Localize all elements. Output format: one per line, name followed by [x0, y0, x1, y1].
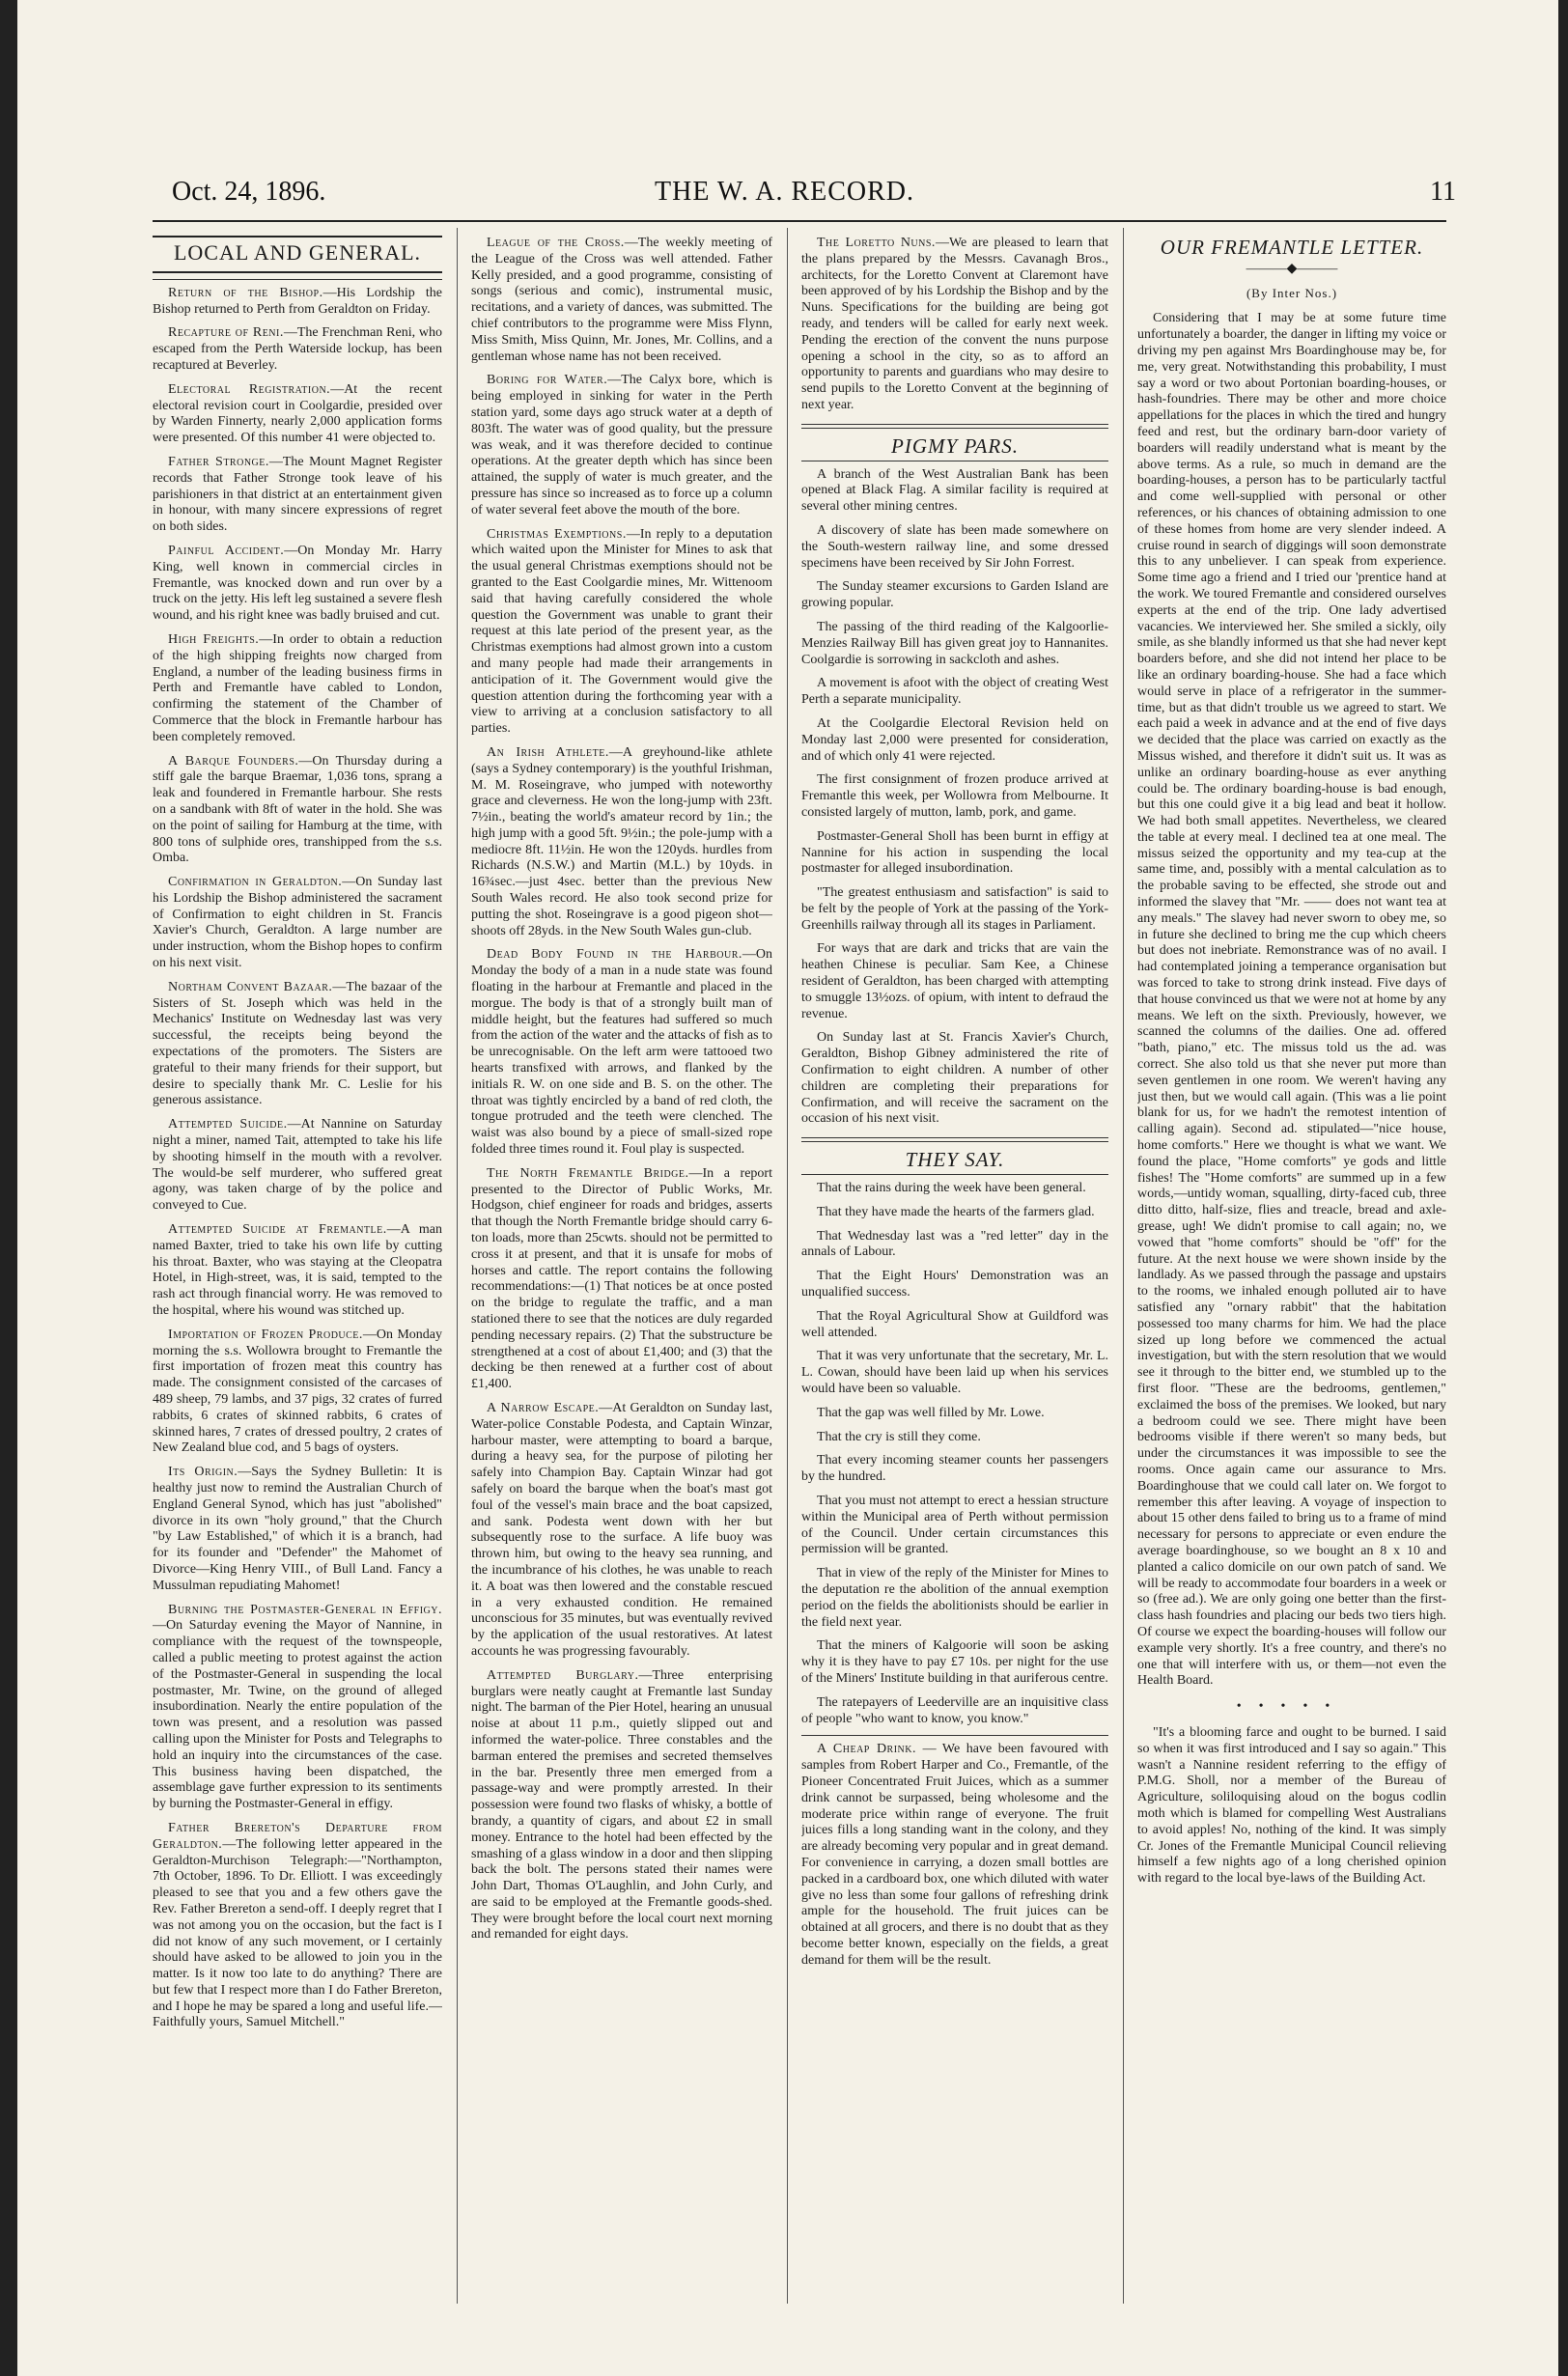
article [471, 236, 772, 365]
they-say-item: That you must not attempt to erect a hessian structure within the Municipal area of Perth without permission of the Council. Under certain circumstances this permission will be granted. [801, 1494, 1108, 1557]
article-heading: The Loretto Nuns. [817, 236, 936, 250]
pigmy-par: Postmaster-General Sholl has been burnt in effigy at Nannine for his action in suspending the local postmaster for alleged insubordination. [801, 828, 1108, 877]
ornament-rule: ———◆——— [1246, 261, 1338, 276]
pigmy-par: A branch of the West Australian Bank has been opened at Black Flag. A similar facility is required at several other mining centres. [801, 466, 1108, 515]
they-say-item: That they have made the hearts of the farmers glad. [817, 1204, 1095, 1219]
column-two [471, 236, 772, 2311]
article-cheap-drink [801, 1742, 1108, 1969]
article-text: —On Monday the body of a man in a nude state was found floating in the harbour at Fremantle and placed in the morgue. The body is that of a strongly built man of middle height, but the features had suffered so much from the action of the water and the attacks of fish as to be unrecognisable. On the left arm were tattooed two hearts transfixed with arrows, and flanked by the initials R. W. on one side and B. S. on the other. The throat was tightly encircled by a band of red cloth, the tongue protruded and the teeth were clenched. The waist was also bound by a piece of small-sized rope folded three times round it. Foul play is suspected. [471, 947, 772, 1158]
article-text: —Says the Sydney Bulletin: It is healthy just now to remind the Australian Church of England General Synod, which has just "abolished" divorce in its own "holy ground," that the Church "by Law Established," of which it is a branch, had for its founder and "Defender" the Mahomet of Divorce—King Henry VIII., of Bull Land. Fancy a Mussulman repudiating Mahomet! [153, 1465, 442, 1593]
article-heading: An Irish Athlete. [487, 744, 609, 760]
article-heading: The North Fremantle Bridge. [487, 1165, 689, 1181]
article-text: —At the recent electoral revision court in Coolgardie, presided over by Warden Finnerty, nearly 2,000 application forms were presented. Of this number 41 were objected to. [153, 381, 442, 446]
they-say-item: That every incoming steamer counts her passengers by the hundred. [801, 1453, 1108, 1485]
col2-items [471, 236, 772, 1943]
local-article [153, 1821, 442, 2031]
article [471, 947, 772, 1158]
pigmy-par: The passing of the third reading of the Kalgoorlie-Menzies Railway Bill has given great joy to Hannanites. Coolgardie is sorrowing in sackcloth and ashes. [801, 619, 1108, 667]
article [471, 1668, 772, 1944]
they-say-item: That the gap was well filled by Mr. Lowe. [817, 1405, 1045, 1420]
article-heading: Northam Convent Bazaar. [168, 979, 333, 994]
article-text: —The bazaar of the Sisters of St. Joseph which was held in the Mechanics' Institute on Wednesday last was very successful, the receipts being beyond the expectations of the promoters. The Sisters are grateful to their many friends for their support, but desire to specially thank Mr. C. Leslie for his generous assistance. [153, 979, 442, 1108]
article-text: — We have been favoured with samples from Robert Harper and Co., Fremantle, of the Pioneer Concentrated Fruit Juices, which as a summer drink cannot be surpassed, being wholesome and the moderate price within range of everyone. The fruit juices fills a long standing want in the colony, and they are already becoming very popular and in great demand. For convenience in carrying, a dozen small bottles are packed in a cardboard box, one which diluted with water give no less than some four gallons of refreshing drink ample for the household. The fruit juices can be obtained at all grocers, and there is no doubt that as they become better known, especially on the fields, a great demand for them will be the result. [801, 1742, 1108, 1968]
article-text: —We are pleased to learn that the plans prepared by the Messrs. Cavanagh Bros., architects, for the Loretto Convent at Claremont have been approved of by his Lordship the Bishop and by the Nuns. Specifications for the building are being got ready, and tenders will be called for early next week. Pending the erection of the convent the nuns purpose opening a school in the city, so as to afford an opportunity to parents and guardians who may desire to send pupils to the Loretto Convent at the beginning of next year. [801, 236, 1108, 412]
local-article [153, 875, 442, 972]
page-number: 11 [1430, 177, 1456, 207]
section-header [153, 236, 442, 273]
local-article [153, 1465, 442, 1594]
fremantle-letter-title: OUR FREMANTLE LETTER. [1160, 236, 1424, 259]
article-heading: Attempted Suicide. [168, 1117, 288, 1132]
article-loretto [801, 236, 1108, 414]
they-say-item: That the rains during the week have been general. [817, 1181, 1086, 1196]
local-article [153, 325, 442, 374]
local-article [153, 1603, 442, 1813]
they-say-item: That it was very unfortunate that the secretary, Mr. L. L. Cowan, should have been laid up when his services would have been so valuable. [801, 1349, 1108, 1397]
article-text: —On Thursday during a stiff gale the barque Braemar, 1,036 tons, sprang a leak and foundered in Fremantle harbour. She rests on a sandbank with 8ft of water in the hold. She was on the point of sailing for Hamburg at the time, with 800 tons of sulphide ores, transhipped from the s.s. Omba. [153, 753, 442, 866]
article-heading: Importation of Frozen Produce. [168, 1327, 363, 1342]
article [471, 527, 772, 738]
paper-title: THE W. A. RECORD. [655, 177, 915, 207]
article-text: —A man named Baxter, tried to take his own life by cutting his throat. Baxter, who was staying at the Cleopatra Hotel, in High-street, was, it is said, tempted to the rash act through financial worry. He was removed to the hospital, where his wound was stitched up. [153, 1222, 442, 1319]
local-article [153, 455, 442, 536]
article-text: —The weekly meeting of the League of the Cross was well attended. Father Kelly presided, and a good programme, consisting of songs (serious and comic), instrumental music, recitations, and a variety of dances, was submitted. The chief contributors to the programme were Miss Flynn, Miss Smith, Miss Quinn, Mr. Jones, Mr. Collins, and a gentleman whose name has not been received. [471, 236, 772, 364]
article-heading: Christmas Exemptions. [487, 526, 627, 542]
pigmy-par: At the Coolgardie Electoral Revision held on Monday last 2,000 were presented for consideration, and of which only 41 were rejected. [801, 715, 1108, 764]
article-heading: Dead Body Found in the Harbour. [487, 947, 742, 963]
pigmy-items [801, 467, 1108, 1129]
local-article [153, 980, 442, 1109]
local-article [153, 544, 442, 625]
article-heading: Attempted Suicide at Fremantle. [168, 1222, 387, 1238]
article-heading: Boring for Water. [487, 373, 608, 388]
article [471, 1401, 772, 1661]
pigmy-pars-title: PIGMY PARS. [891, 433, 1019, 458]
rule [801, 1137, 1108, 1142]
column-three [801, 236, 1108, 2311]
pigmy-par: A movement is afoot with the object of creating West Perth a separate municipality. [801, 676, 1108, 708]
article-text: —His Lordship the Bishop returned to Perth from Geraldton on Friday. [153, 285, 442, 317]
article-heading: Recapture of Reni. [168, 325, 284, 341]
rule [801, 1174, 1108, 1175]
pigmy-par: A discovery of slate has been made somewhere on the South-western railway line, and some dressed specimens have been received by Sir John Forrest. [801, 522, 1108, 571]
article-heading: Burning the Postmaster-General in Effigy. [168, 1602, 442, 1617]
article-text: —In order to obtain a reduction of the high shipping freights now charged from England, a number of the leading business firms in Perth and Fremantle have cabled to London, confirming the statement of the Chamber of Commerce that the block in Fremantle harbour has been completely removed. [153, 631, 442, 744]
pigmy-par: The Sunday steamer excursions to Garden Island are growing popular. [801, 579, 1108, 611]
article [471, 373, 772, 518]
they-say-item: That the Royal Agricultural Show at Guildford was well attended. [801, 1308, 1108, 1340]
article-heading: A Narrow Escape. [487, 1400, 600, 1415]
article-text: —In reply to a deputation which waited upon the Minister for Mines to ask that the usual general Christmas exemptions should not be granted to the East Coolgardie mines, Mr. Wittenoom said that having carefully considered the whole question the Government was unable to grant their request at this late period of the present year, as the Christmas exemptions had almost grown into a custom and many people had made their arrangements in anticipation of it. The Government would give the question attention during the forthcoming year with a view to arriving at a conclusion satisfactory to all parties. [471, 526, 772, 737]
rule [153, 279, 442, 280]
article-heading: League of the Cross. [487, 236, 625, 250]
article-heading: High Freights. [168, 631, 260, 647]
they-say-item: The ratepayers of Leederville are an inquisitive class of people "who want to know, you know." [801, 1694, 1108, 1726]
column-divider [1123, 228, 1124, 2304]
article-heading: Electoral Registration. [168, 381, 331, 397]
article-text: —The Frenchman Reni, who escaped from the Perth Waterside lockup, has been recaptured at Beverley. [153, 325, 442, 373]
local-items [153, 286, 442, 2031]
local-article [153, 1328, 442, 1457]
article-heading: Father Stronge. [168, 454, 269, 469]
article-text: —On Saturday evening the Mayor of Nannine, in compliance with the request of the townspeople, called a public meeting to protest against the action of the Postmaster-General in suspending the local postmaster, Mr. Twine, on the ground of alleged insubordination. Nearly the entire population of the town was present, and a resolution was passed calling upon the Minister for Posts and Telegraphs to hold an inquiry into the circumstances of the case. This business having been dispatched, the assemblage gave further expression to its sentiments by burning the Postmaster-General in effigy. [153, 1618, 442, 1812]
local-article [153, 754, 442, 868]
article-heading: Father Brereton's Departure from Geraldton. [153, 1820, 442, 1852]
they-say-title: THEY SAY. [905, 1148, 1005, 1172]
local-article [153, 1222, 442, 1320]
newspaper-page [17, 0, 1558, 2376]
article-text: —On Sunday last his Lordship the Bishop administered the sacrament of Confirmation to eight children in St. Francis Xavier's Church, Geraldton. A large number are under instruction, whom the Bishop hopes to confirm on his next visit. [153, 875, 442, 971]
letter-paragraph: Considering that I may be at some future time unfortunately a boarder, the danger in lifting my voice or driving my pen against Mrs Boardinghouse may be, for me, very great. Notwithstanding this probability, I must say a word or two about Portonian boarding-houses, or hash-foundries. There may be other and more choice appellations for the places in which the tired and hungry feed and rest, but the ordinary barn-door variety of boarders will readily understand what is meant by the above terms. As a rule, so much in demand are the boarding-houses, a person has to be particularly tactful and come well-supplied with personal or other references, or his chances of obtaining admission to one of these homes from home are very slender indeed. A cruise round in search of diggings will soon demonstrate this to any unbeliever. I can speak from experience. Some time ago a friend and I tried our 'prentice hand at the work. We toured Fremantle and considered ourselves experts at the end of the trip. One lady advertised vacancies. We interviewed her. She smiled a sickly, oily smile, as she blandly informed us that she had never kept boarders before, and she did not intend her place to be like an ordinary boarding-house. She had a face which would serve in place of a refrigerator in the summer-time, but as that didn't trouble us we agreed to start. We each paid a week in advance and at the end of five days we decided that the place was carried on exactly as the Missus wished, and therefore it didn't suit us. It was as unlike an ordinary boarding-house as ever anything could be. The ordinary boarding-house is bad enough, but this one could give it a big lead and beat it hollow. We had both small appetites. Nevertheless, we cleared the table at every meal. I declined tea at one meal. The missus seized the opportunity and my tea-cup at the same time, and, possibly with a mental calculation as to the probable saving to be effected, she strode out and informed the slavey that "Mr. —— does not want tea at any meals." The slavey had never sworn to obey me, so in future she declined to bring me the cup which cheers but does not inebriate. Remonstrance was of no avail. I had contemplated joining a temperance organisation but was forced to take to strong drink instead. Five days of that house convinced us that we were not at home by any means. We left on the sixth. Previously, however, we scanned the columns of the dailies. One ad. offered "bath, piano," etc. The missus told us the ad. was correct. She also told us that she never put more than seven gentlemen in one room. We weren't having any just then, but we would call again. (This was a lie point blank for us, for we hadn't the remotest intention of calling again). Second ad. stipulated—"nice house, home comforts." Here we thought is what we want. We found the place, "Home comforts" ye gods and little fishes! The "Home comforts" are summed up in a few words,—untidy woman, squalling, dirty-faced cub, three ditto ditto, half-size, flies and treacle, bread and axle-grease, ugh! We didn't promise to call again; no, we vowed that "home comforts" should be "off" for the future. At the next house we were shown inside by the landlady. As we passed through the passage and upstairs to the rooms, we inhaled enough polluted air to have satisfied any "ornary rabbit" that the habitation possessed too many charms for him. We had the place sized up long before we commenced the actual investigation, but with the stern resolution that we would see it through to the bitter end, we stumbled up to the first floor. "These are the bedrooms, gentlemen," exclaimed the boss of the premises. We looked, but nary a bedroom could we see. There might have been bedrooms visible if there weren't so many beds, but under the circumstances it was impossible to see the rooms. Once again came our assurance to Mrs. Boardinghouse that we could call later on. We forgot to remember this after leaving. A voyage of inspection to about 15 other dens failed to bring us to a frame of mind necessary for persons to appreciate or even endure the average boardinghouse, so we bought an 8 x 10 and planted a calico domicile on our own patch of sand. We will be ready to accommodate four boarders in a week or so (free ad.). We are only going one better than the first-class hash foundries and placing our beds two tiers high. Of course we expect the boarding-houses will follow our example very shortly. It's a free country, and there's no one that will interfere with us, or them—not even the Health Board. [1137, 311, 1446, 1689]
page-header [143, 177, 1456, 215]
article-text: —Three enterprising burglars were neatly caught at Fremantle last Sunday night. The barman of the Pier Hotel, hearing an unusual noise at about 11 p.m., quietly slipped out and informed the water-police. Three constables and the barman entered the premises and secreted themselves in the bar. Presently three men emerged from a passage-way and were promptly arrested. In their possession were found two flasks of whisky, a bottle of brandy, a quantity of cigars, and about £2 in small money. Entrance to the hotel had been effected by the smashing of a glass window in a door and then slipping back the bolt. The persons stated their names were John Dart, Thomas O'Laughlin, and John Curly, and are said to be employed at the Fremantle goods-shed. They were brought before the local court next morning and remanded for eight days. [471, 1667, 772, 1943]
column-divider [787, 228, 788, 2304]
article-text: —The Mount Magnet Register records that Father Stronge took leave of his parishioners in that district at an entertainment given in honour, with many sincere expressions of regret on both sides. [153, 454, 442, 535]
column-divider [457, 228, 458, 2304]
header-rule [153, 220, 1446, 222]
article-text: —On Monday morning the s.s. Wollowra brought to Fremantle the first importation of frozen meat this country has made. The consignment consisted of the carcases of 489 sheep, 79 lambs, and 37 pigs, 32 crates of furred rabbits, 6 crates of skinned rabbits, 6 crates of skinned hares, 7 crates of dressed poultry, 2 crates of New Zealand blue cod, and 5 bags of oysters. [153, 1327, 442, 1456]
article-heading: A Cheap Drink. [817, 1742, 916, 1757]
they-say-item: That Wednesday last was a "red letter" day in the annals of Labour. [801, 1228, 1108, 1260]
article-heading: Attempted Burglary. [487, 1667, 639, 1683]
article-text: —A greyhound-like athlete (says a Sydney contemporary) is the youthful Irishman, M. M. Roseingrave, who jumped with noteworthy grace and cleverness. He won the long-jump with 23ft. 7½in., beating the world's amateur record by 1in.; the high jump with a good 5ft. 9½in.; the pole-jump with a mediocre 8ft. 11½in. He won the 120yds. hurdles from Richards (N.S.W.) and Martin (M.L.) by 10yds. in 16¾sec.—just 4sec. better than the previous New South Wales record. He also took second prize for putting the shot. Roseingrave is a good pigeon shot—shoots off 28yds. in the New South Wales gun-club. [471, 744, 772, 938]
local-article [153, 632, 442, 746]
article-text: —In a report presented to the Director of Public Works, Mr. Hodgson, chief engineer for roads and bridges, asserts that though the North Fremantle bridge should carry 6-ton loads, more than 25cwts. should not be permitted to cross it at present, and that it is unsafe for mobs of horses and cattle. The report contains the following recommendations:—(1) That notices be at once posted on the bridge to regulate the traffic, and a man stationed there to see that the notices are duly regarded pending necessary repairs. (2) That the substructure be strengthened at a cost of about £1,400; and (3) that the decking be then renewed at a further cost of about £1,400. [471, 1165, 772, 1392]
article-text: —The Calyx bore, which is being employed in sinking for water in the Perth station yard, some days ago struck water at a depth of 803ft. The water was of good quality, but the pressure was weak, and it was therefore decided to continue operations. At the greater depth which has since been attained, the supply of water is much greater, and the pressure has since so increased as to force up a column of water several feet above the mouth of the bore. [471, 373, 772, 517]
article [471, 1166, 772, 1393]
rule [801, 1735, 1108, 1736]
article-text: —At Nannine on Saturday night a miner, named Tait, attempted to take his life by shooting himself in the mouth with a revolver. The would-be self murderer, who suffered great agony, was taken charge of by the police and conveyed to Cue. [153, 1117, 442, 1214]
pigmy-par: On Sunday last at St. Francis Xavier's Church, Geraldton, Bishop Gibney administered the rite of Confirmation to eight children. A number of other children are completing their preparations for Confirmation, and will receive the sacrament on the occasion of his next visit. [801, 1030, 1108, 1127]
rule [801, 424, 1108, 429]
letter-paragraph: "It's a blooming farce and ought to be burned. I said so when it was first introduced and I say so again." This wasn't a Nannine resident referring to the effigy of P.M.G. Sholl, nor a member of the Bureau of Agriculture, soliloquising aloud on the bogus codlin moth which is blamed for compelling West Australians to avoid apples! No, nothing of the kind. It was simply Cr. Jones of the Fremantle Municipal Council relieving himself a few nights ago of a long cherished opinion with regard to the local bye-laws of the Building Act. [1137, 1724, 1446, 1887]
local-article [153, 286, 442, 319]
article-heading: A Barque Founders. [168, 753, 299, 769]
article-heading: Return of the Bishop. [168, 285, 323, 300]
they-say-item: That the Eight Hours' Demonstration was an unqualified success. [801, 1269, 1108, 1300]
article-heading: Painful Accident. [168, 543, 285, 558]
they-say-items [801, 1181, 1108, 1727]
issue-date: Oct. 24, 1896. [172, 177, 326, 207]
article-text: —The following letter appeared in the Geraldton-Murchison Telegraph:—"Northampton, 7th October, 1896. To Dr. Elliott. I was exceedingly pleased to see that you and a few others gave the Rev. Father Brereton a send-off. I deeply regret that I was not among you on the occasion, but the fact is I did not know of any such movement, or I certainly should have asked to be allowed to join you in the matter. Is it now too late to do anything? There are but few that I respect more than I do Father Brereton, and I hope he may be spared a long and useful life.—Faithfully yours, Samuel Mitchell." [153, 1836, 442, 2030]
separator-stars: ••••• [1236, 1699, 1348, 1715]
they-say-item: That the cry is still they come. [817, 1429, 981, 1444]
local-article [153, 1117, 442, 1215]
section-title: LOCAL AND GENERAL. [173, 240, 422, 265]
article-heading: Its Origin. [168, 1465, 238, 1480]
pigmy-par: The first consignment of frozen produce arrived at Fremantle this week, per Wollowra from Melbourne. It consisted largely of mutton, lamb, pork, and game. [801, 772, 1108, 820]
column-local-and-general [153, 236, 442, 2311]
article-text: —At Geraldton on Sunday last, Water-police Constable Podesta, and Captain Winzar, harbour master, were attempting to board a barque, during a heavy sea, for the purpose of piloting her safely into Champion Bay. Captain Winzar had got safely on board the barque when the boat's mast got foul of the vessel's main brace and the boat capsized, and sank. Podesta went down with her but subsequently rose to the surface. A life buoy was thrown him, but owing to the heavy sea running, and the incumbrance of his clothes, he was unable to reach it. A boat was then lowered and the constable rescued in a very exhausted condition. He remained unconscious for 35 minutes, but was eventually revived by the application of the usual restoratives. At latest accounts he was progressing favourably. [471, 1400, 772, 1659]
they-say-item: That the miners of Kalgoorie will soon be asking why it is they have to pay £7 10s. per night for the use of the Miners' Institute building in that auriferous centre. [801, 1638, 1108, 1686]
byline: (By Inter Nos.) [1246, 285, 1338, 300]
column-fremantle-letter [1137, 236, 1446, 2311]
article-text: —On Monday Mr. Harry King, well known in commercial circles in Fremantle, was knocked down and run over by a truck on the jetty. His left leg sustained a severe flesh wound, and his right knee was badly bruised and cut. [153, 543, 442, 624]
pigmy-par: "The greatest enthusiasm and satisfaction" is said to be felt by the people of York at the passing of the York-Greenhills railway through all its stages in Parliament. [801, 885, 1108, 933]
article-heading: Confirmation in Geraldton. [168, 875, 343, 890]
they-say-item: That in view of the reply of the Minister for Mines to the deputation re the abolition of the annual exemption period on the fields the abolitionists should be earlier in the field next year. [801, 1566, 1108, 1630]
article [471, 745, 772, 940]
local-article [153, 382, 442, 447]
pigmy-par: For ways that are dark and tricks that are vain the heathen Chinese is peculiar. Sam Kee, a Chinese resident of Geraldton, has been charged with attempting to smuggle 13½ozs. of opium, with intent to defraud the revenue. [801, 941, 1108, 1021]
